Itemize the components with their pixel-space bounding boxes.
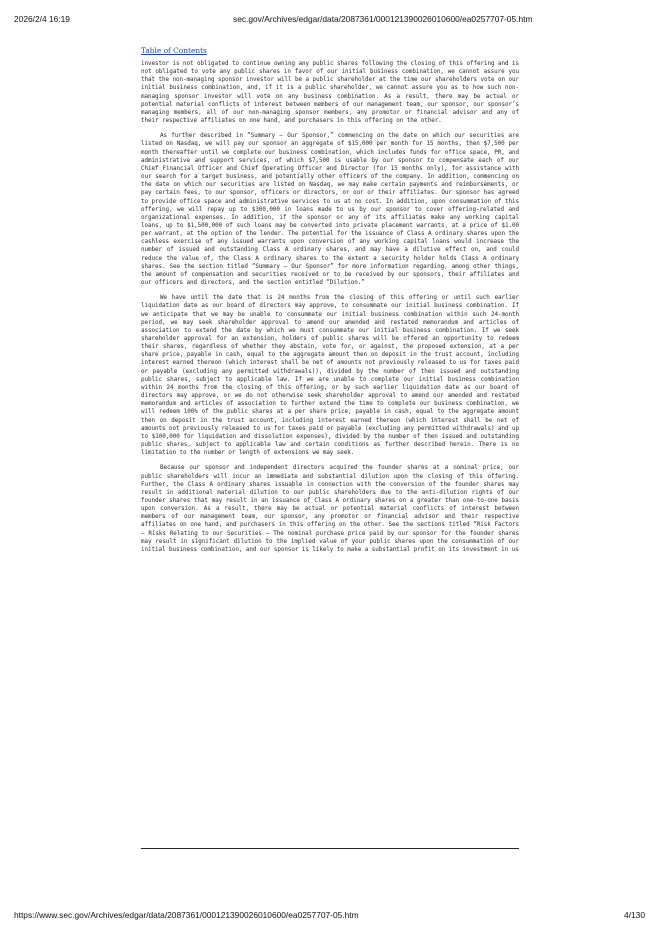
- document-body: [141, 38, 519, 561]
- paragraph-non-managing-investor: investor is not obligated to continue owning any public shares following the closing of this offering and is not obligated to vote any public shares in favor of our initial business combination, we cannot assure you that the non-managing sponsor investor will be a public shareholder at the time our shareholders vote on our initial business combination, and, if it is a public shareholder, we cannot assure you as to how such non-managing sponsor investor will vote on any business combination. As a result, there may be actual or potential material conflicts of interest between members of our management team, our sponsor, our sponsor’s managing members, all of our non-managing sponsor members, any promotor or financial advisor and any of their respective affiliates on one hand, and purchasers in this offering on the other.: [141, 61, 519, 125]
- print-datetime: 2026/2/4 16:19: [14, 14, 70, 24]
- table-of-contents-link[interactable]: Table of Contents: [141, 46, 207, 55]
- print-header: [14, 14, 648, 26]
- print-footer: [14, 910, 648, 922]
- print-url: https://www.sec.gov/Archives/edgar/data/2087361/000121390026010600/ea0257707-05.htm: [14, 910, 359, 920]
- paragraph-founder-shares-dilution: Because our sponsor and independent directors acquired the founder shares at a nominal price, our public shareholders will incur an immediate and substantial dilution upon the closing of this offering. Further, the Class A ordinary shares issuable in connection with the conversion of the founder shares may result in additional material dilution to our public shareholders due to the anti-dilution rights of our founder shares that may result in an issuance of Class A ordinary shares on a greater than one-to-one basis upon conversion. As a result, there may be actual or potential material conflicts of interest between members of our management team, our sponsor, any promotor or financial advisor and their respective affiliates on one hand, and purchasers in this offering on the other. See the sections titled “Risk Factors — Risks Relating to our Securities — The nominal purchase price paid by our sponsor for the founder shares may result in significant dilution to the implied value of your public shares upon the consummation of our initial business combination, and our sponsor is likely to make a substantial profit on its investment in us: [141, 465, 519, 553]
- page-divider: [141, 848, 519, 849]
- paragraph-business-combination-deadline: We have until the date that is 24 months from the closing of this offering or until such earlier liquidation date as our board of directors may approve, to consummate our initial business combination. If we anticipate that we may be unable to consummate our initial business combination within such 24-month period, we may seek shareholder approval to amend our amended and restated memorandum and articles of association to extend the date by which we must consummate our initial business combination. If we seek shareholder approval for an extension, holders of public shares will be offered an opportunity to redeem their shares, regardless of whether they abstain, vote for, or against, the proposed extension, at a per share price, payable in cash, equal to the aggregate amount then on deposit in the trust account, including interest earned thereon (which interest shall be net of amounts not previously released to us for taxes paid or payable (excluding any permitted withdrawals)), divided by the number of then issued and outstanding public shares, subject to applicable law. If we are unable to complete our initial business combination within 24 months from the closing of this offering, or by such earlier liquidation date as our board of directors may approve, or we do not otherwise seek shareholder approval to amend our amended and restated memorandum and articles of association to further extend the time to complete our business combination, we will redeem 100% of the public shares at a per share price, payable in cash, equal to the aggregate amount then on deposit in the trust account, including interest earned thereon (which interest shall be net of amounts not previously released to us for taxes paid or payable (excluding any permitted withdrawals) and up to $100,000 for liquidation and dissolution expenses), divided by the number of then issued and outstanding public shares, subject to applicable law and certain conditions as further described herein. There is no limitation to the number or length of extensions we may seek.: [141, 295, 519, 457]
- paragraph-sponsor-payments: As further described in “Summary — Our Sponsor,” commencing on the date on which our securities are listed on Nasdaq, we will pay our sponsor an aggregate of $15,000 per month for 15 months, then $7,500 per month thereafter until we complete our business combination, which includes funds for office space, PR, and administrative and support services, of which $7,500 is usable by our sponsor to compensate each of our Chief Financial Officer and Chief Operating Officer and Director (for 15 months only), for assistance with our search for a target business, and potentially other officers of the company. In addition, commencing on the date on which our securities are listed on Nasdaq, we may make certain payments and reimbursements, or pay certain fees, to our sponsor, officers or directors, or our or their affiliates. Our sponsor has agreed to provide office space and administrative services to us at no cost. In addition, upon consummation of this offering, we will repay up to $300,000 in loans made to us by our sponsor to cover offering-related and organizational expenses. In addition, if the sponsor or any of its affiliates make any working capital loans, up to $1,500,000 of such loans may be converted into private placement warrants, at a price of $1.00 per warrant, at the option of the lender. The potential for the issuance of Class A ordinary shares upon the cashless exercise of any issued warrants upon conversion of any working capital loans would increase the number of issued and outstanding Class A ordinary shares, and may have a dilutive effect on, and could reduce the value of, the Class A ordinary shares to the extent a security holder holds Class A ordinary shares. See the section titled “Summary — Our Sponsor” for more information regarding, among other things, the amount of compensation and securities received or to be received by our sponsors, their affiliates and our officers and directors, and the section entitled “Dilution.”: [141, 133, 519, 287]
- print-doc-title: sec.gov/Archives/edgar/data/2087361/000121390026010600/ea0257707-05.htm: [233, 14, 533, 24]
- print-page-number: 4/130: [624, 910, 645, 920]
